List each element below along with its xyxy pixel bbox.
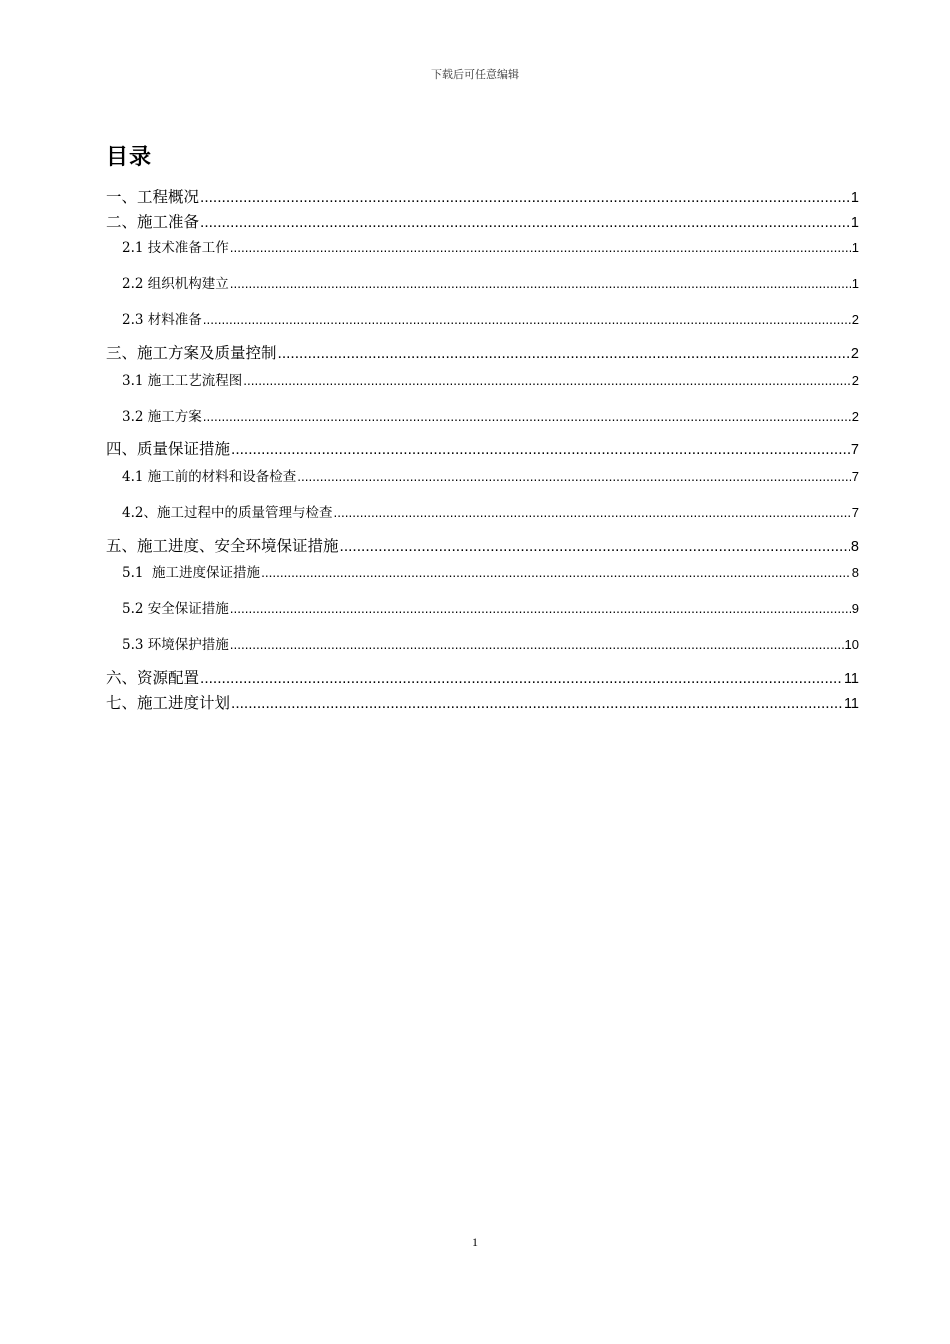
toc-entry-label: 5.2 安全保证措施 bbox=[122, 601, 229, 617]
toc-entry-page: 1 bbox=[851, 276, 859, 291]
dot-leader bbox=[230, 240, 851, 255]
toc-entry-page: 7 bbox=[851, 505, 859, 520]
toc-entry-2-2[interactable] bbox=[122, 272, 859, 292]
toc-entry-page: 7 bbox=[851, 469, 859, 484]
dot-leader bbox=[243, 373, 851, 388]
toc-entry-4-1[interactable] bbox=[122, 465, 859, 485]
toc-entry-page: 11 bbox=[843, 671, 859, 687]
toc-entry-label: 4.1 施工前的材料和设备检查 bbox=[122, 469, 297, 485]
dot-leader bbox=[200, 189, 850, 207]
toc-entry-label: 5.1 施工进度保证措施 bbox=[122, 565, 261, 581]
toc-entry-2[interactable] bbox=[106, 210, 859, 232]
dot-leader bbox=[261, 565, 851, 580]
toc-entry-page: 1 bbox=[850, 215, 859, 231]
dot-leader bbox=[297, 469, 851, 484]
toc-entry-label: 3.1 施工工艺流程图 bbox=[122, 373, 243, 389]
toc-entry-1[interactable] bbox=[106, 185, 859, 207]
toc-entry-page: 1 bbox=[851, 240, 859, 255]
toc-entry-5[interactable] bbox=[106, 534, 859, 556]
dot-leader bbox=[203, 312, 851, 327]
toc-entry-6[interactable] bbox=[106, 666, 859, 688]
toc-entry-7[interactable] bbox=[106, 691, 859, 713]
dot-leader bbox=[333, 505, 850, 520]
toc-entry-5-3[interactable] bbox=[122, 633, 859, 653]
page-number: 1 bbox=[472, 1235, 478, 1249]
dot-leader bbox=[203, 409, 851, 424]
toc-entry-page: 9 bbox=[851, 601, 859, 616]
toc-entry-label: 七、施工进度计划 bbox=[106, 694, 231, 712]
toc-entry-label: 4.2、施工过程中的质量管理与检查 bbox=[122, 505, 333, 521]
toc-entry-page: 1 bbox=[850, 190, 859, 206]
dot-leader bbox=[231, 695, 843, 713]
dot-leader bbox=[200, 214, 850, 232]
toc-entry-5-1[interactable] bbox=[122, 561, 859, 581]
toc-title: 目录 bbox=[106, 145, 153, 170]
toc-entry-page: 2 bbox=[851, 373, 859, 388]
toc-entry-3-1[interactable] bbox=[122, 369, 859, 389]
dot-leader bbox=[230, 276, 851, 291]
toc-entry-label: 3.2 施工方案 bbox=[122, 409, 202, 425]
toc-entry-page: 8 bbox=[850, 539, 859, 555]
toc-entry-label: 5.3 环境保护措施 bbox=[122, 637, 229, 653]
toc-entry-page: 2 bbox=[850, 346, 859, 362]
toc-entry-3-2[interactable] bbox=[122, 405, 859, 425]
toc-entry-page: 2 bbox=[851, 312, 859, 327]
toc-entry-page: 7 bbox=[850, 442, 859, 458]
dot-leader bbox=[230, 601, 851, 616]
toc-entry-label: 五、施工进度、安全环境保证措施 bbox=[106, 537, 339, 555]
toc-entry-label: 2.2 组织机构建立 bbox=[122, 276, 229, 292]
toc-entry-page: 11 bbox=[843, 696, 859, 712]
toc-entry-4-2[interactable] bbox=[122, 501, 859, 521]
toc-entry-label: 一、工程概况 bbox=[106, 188, 200, 206]
toc-entry-page: 10 bbox=[844, 637, 859, 652]
toc-entry-3[interactable] bbox=[106, 341, 859, 363]
toc-entry-label: 2.1 技术准备工作 bbox=[122, 240, 229, 256]
dot-leader bbox=[230, 637, 844, 652]
toc-entry-label: 2.3 材料准备 bbox=[122, 312, 202, 328]
toc-entry-page: 2 bbox=[851, 409, 859, 424]
toc-entry-2-3[interactable] bbox=[122, 308, 859, 328]
page-header: 下载后可任意编辑 bbox=[431, 68, 519, 81]
toc-entry-page: 8 bbox=[851, 565, 859, 580]
dot-leader bbox=[340, 538, 850, 556]
dot-leader bbox=[200, 670, 843, 688]
toc-entry-label: 二、施工准备 bbox=[106, 213, 200, 231]
toc-entry-5-2[interactable] bbox=[122, 597, 859, 617]
dot-leader bbox=[231, 441, 850, 459]
toc-entry-4[interactable] bbox=[106, 437, 859, 459]
toc-entry-label: 四、质量保证措施 bbox=[106, 440, 231, 458]
dot-leader bbox=[278, 345, 850, 363]
toc-entry-label: 六、资源配置 bbox=[106, 669, 200, 687]
toc-entry-2-1[interactable] bbox=[122, 236, 859, 256]
toc-entry-label: 三、施工方案及质量控制 bbox=[106, 344, 277, 362]
